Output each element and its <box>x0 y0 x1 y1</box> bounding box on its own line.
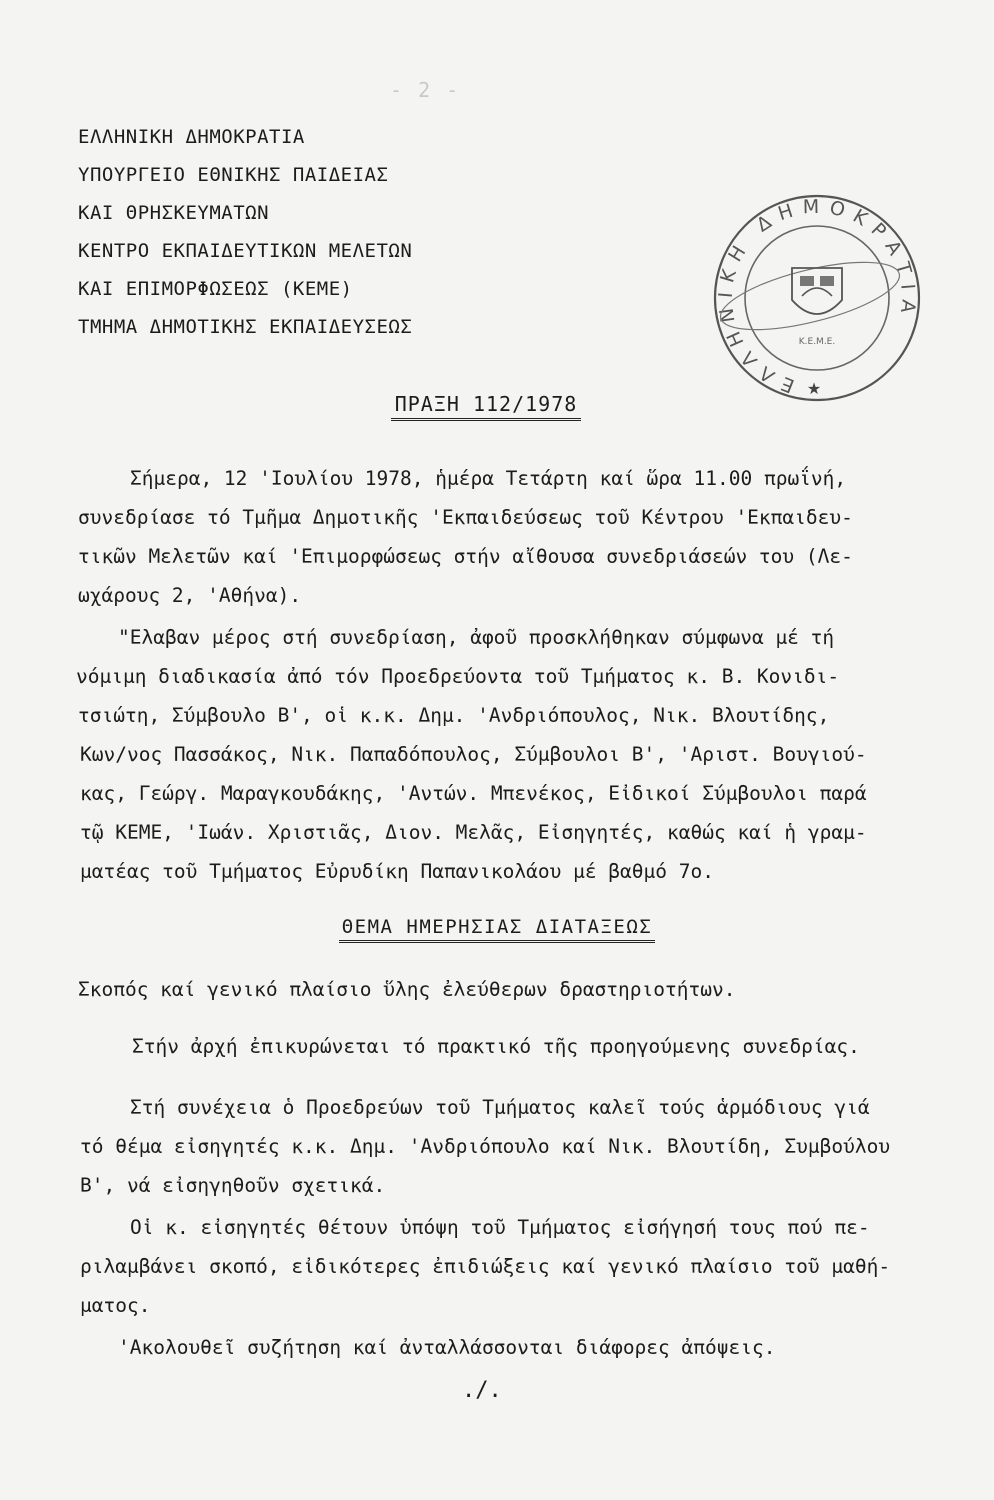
text-line: ωχάρους 2, 'Αθήνα). <box>78 584 302 607</box>
seal-inner-text: Κ.Ε.Μ.Ε. <box>798 337 836 347</box>
continuation-mark: ./. <box>462 1378 502 1403</box>
chair-call-paragraph <box>80 1088 891 1205</box>
seal-ring-text: ΕΛΛΗΝΙΚΗ ΔΗΜΟΚΡΑΤΙΑ <box>714 195 920 397</box>
text-line: "Ελαβαν μέρος στή συνεδρίαση, ἀφοῦ προσκλήθηκαν σύμφωνα μέ τή <box>118 626 835 649</box>
text-line: Σκοπός καί γενικό πλαίσιο ὕλης ἐλεύθερων δραστηριοτήτων. <box>78 978 736 1001</box>
letterhead <box>78 118 412 346</box>
text-line: Στήν ἀρχή ἐπικυρώνεται τό πρακτικό τῆς προηγούμενης συνεδρίας. <box>132 1035 860 1058</box>
intro-paragraph <box>78 459 853 615</box>
letterhead-line: ΤΜΗΜΑ ΔΗΜΟΤΙΚΗΣ ΕΚΠΑΙΔΕΥΣΕΩΣ <box>78 316 413 338</box>
letterhead-line: ΚΕΝΤΡΟ ΕΚΠΑΙΔΕΥΤΙΚΩΝ ΜΕΛΕΤΩΝ <box>78 240 413 262</box>
text-line: ριλαμβάνει σκοπό, εἰδικότερες ἐπιδιώξεις καί γενικό πλαίσιο τοῦ μαθή- <box>80 1255 891 1278</box>
minutes-approval-paragraph <box>132 1027 860 1066</box>
agenda-heading <box>0 916 994 938</box>
text-line: νόμιμη διαδικασία ἀπό τόν Προεδρεύοντα τοῦ Τμήματος κ. Β. Κονιδι- <box>76 665 840 688</box>
text-line: συνεδρίασε τό Τμῆμα Δημοτικῆς 'Εκπαιδεύσεως τοῦ Κέντρου 'Εκπαιδευ- <box>78 506 853 529</box>
letterhead-line: ΚΑΙ ΕΠΙΜΟΡΦΩΣΕΩΣ (ΚΕΜΕ) <box>78 278 353 300</box>
act-title-text: ΠΡΑΞΗ 112/1978 <box>391 392 582 421</box>
text-line: Β', νά εἰσηγηθοῦν σχετικά. <box>80 1174 386 1197</box>
act-title <box>0 392 994 416</box>
text-line: Στή συνέχεια ὁ Προεδρεύων τοῦ Τμήματος καλεῖ τούς ἁρμόδιους γιά <box>130 1096 870 1119</box>
letterhead-line: ΥΠΟΥΡΓΕΙΟ ΕΘΝΙΚΗΣ ΠΑΙΔΕΙΑΣ <box>78 164 389 186</box>
participants-paragraph <box>76 618 867 891</box>
text-line: 'Ακολουθεῖ συζήτηση καί ἀνταλλάσσονται διάφορες ἀπόψεις. <box>118 1336 776 1359</box>
seal-star-icon: ★ <box>806 379 822 398</box>
text-line: τῷ ΚΕΜΕ, 'Ιωάν. Χριστιᾶς, Διον. Μελᾶς, Εἰσηγητές, καθώς καί ἡ γραμ- <box>80 821 867 844</box>
letterhead-line: ΕΛΛΗΝΙΚΗ ΔΗΜΟΚΡΑΤΙΑ <box>78 126 305 148</box>
rapporteurs-paragraph <box>80 1208 891 1325</box>
page-number: - 2 - <box>390 78 461 102</box>
text-line: ματέας τοῦ Τμήματος Εὐρυδίκη Παπανικολάου μέ βαθμό 7ο. <box>80 860 714 883</box>
text-line: κας, Γεώργ. Μαραγκουδάκης, 'Αντών. Μπενέκος, Εἰδικοί Σύμβουλοι παρά <box>80 782 867 805</box>
text-line: τό θέμα εἰσηγητές κ.κ. Δημ. 'Ανδριόπουλο καί Νικ. Βλουτίδη, Συμβούλου <box>80 1135 891 1158</box>
text-line: τικῶν Μελετῶν καί 'Επιμορφώσεως στήν αἴθουσα συνεδριάσεών του (Λε- <box>78 545 853 568</box>
discussion-paragraph <box>118 1328 775 1367</box>
letterhead-line: ΚΑΙ ΘΡΗΣΚΕΥΜΑΤΩΝ <box>78 202 270 224</box>
agenda-heading-text: ΘΕΜΑ ΗΜΕΡΗΣΙΑΣ ΔΙΑΤΑΞΕΩΣ <box>339 916 656 943</box>
text-line: τσιώτη, Σύμβουλο Β', οἱ κ.κ. Δημ. 'Ανδριόπουλος, Νικ. Βλουτίδης, <box>78 704 830 727</box>
text-line: Κων/νος Πασσάκος, Νικ. Παπαδόπουλος, Σύμβουλοι Β', 'Αριστ. Βουγιού- <box>80 743 867 766</box>
text-line: Σήμερα, 12 'Ιουλίου 1978, ἡμέρα Τετάρτη καί ὥρα 11.00 πρωΐνή, <box>130 467 847 490</box>
agenda-topic <box>78 970 735 1009</box>
text-line: Οἱ κ. εἰσηγητές θέτουν ὑπόψη τοῦ Τμήματος εἰσήγησή τους πού πε- <box>130 1216 870 1239</box>
text-line: ματος. <box>80 1294 151 1317</box>
official-seal-stamp <box>706 192 928 404</box>
